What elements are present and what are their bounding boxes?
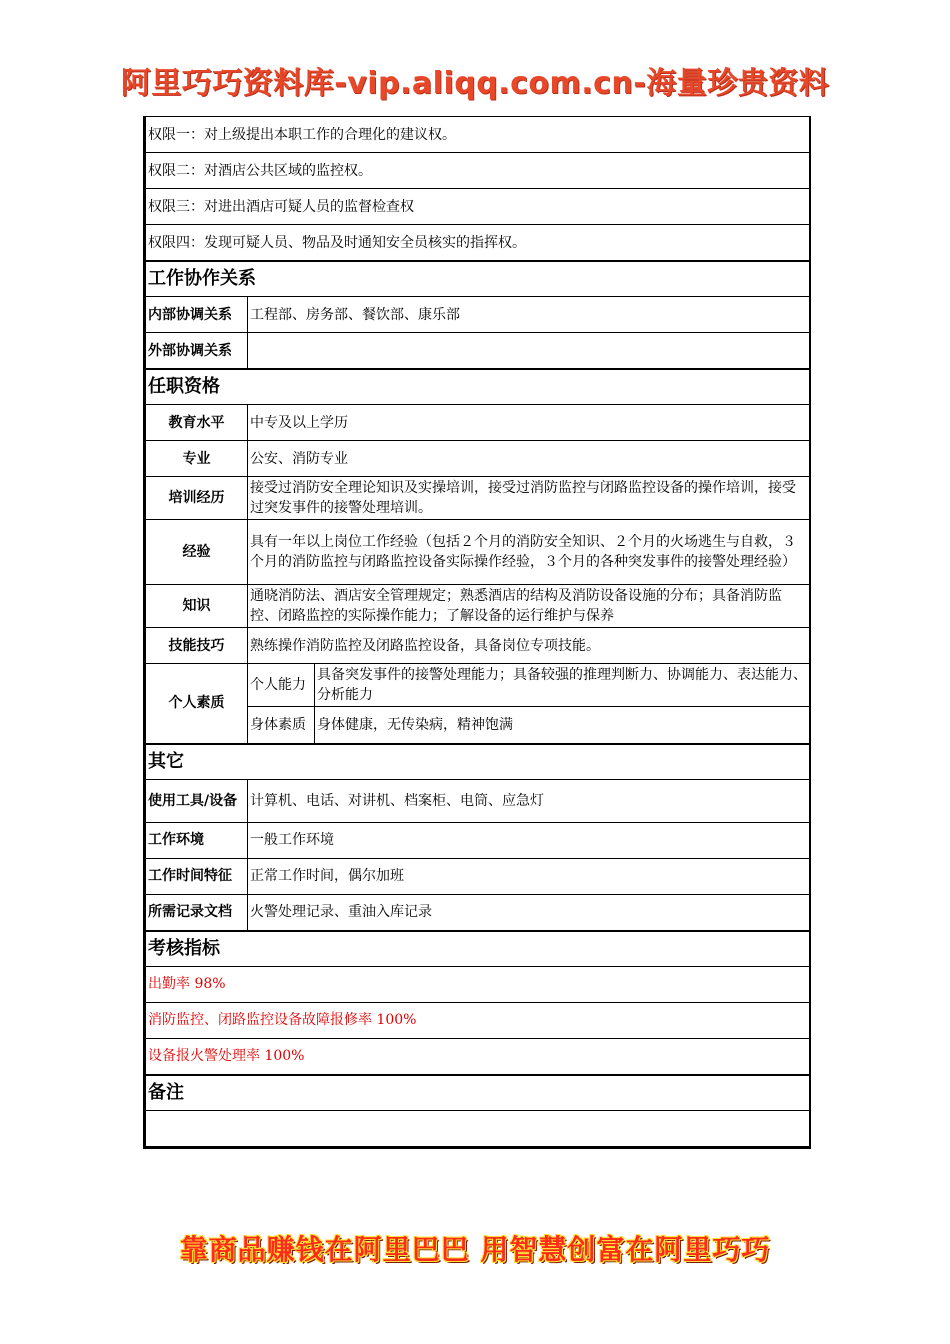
work-time-label: 工作时间特征 — [146, 858, 248, 894]
training-label: 培训经历 — [146, 477, 248, 520]
ability-label: 个人能力 — [248, 664, 315, 707]
authority-1: 权限一：对上级提出本职工作的合理化的建议权。 — [146, 117, 810, 153]
kpi-item-3: 设备报火警处理率 100% — [146, 1038, 810, 1075]
kpi-item-2: 消防监控、闭路监控设备故障报修率 100% — [146, 1002, 810, 1038]
major-label: 专业 — [146, 441, 248, 477]
internal-coordination-value: 工程部、房务部、餐饮部、康乐部 — [248, 297, 810, 333]
internal-coordination-label: 内部协调关系 — [146, 297, 248, 333]
records-value: 火警处理记录、重油入库记录 — [248, 894, 810, 931]
job-description-table — [143, 116, 811, 1149]
authority-4: 权限四：发现可疑人员、物品及时通知安全员核实的指挥权。 — [146, 225, 810, 262]
tools-value: 计算机、电话、对讲机、档案柜、电筒、应急灯 — [248, 779, 810, 822]
personal-quality-label: 个人素质 — [146, 664, 248, 744]
authority-2: 权限二：对酒店公共区域的监控权。 — [146, 153, 810, 189]
tools-label: 使用工具/设备 — [146, 779, 248, 822]
skills-value: 熟练操作消防监控及闭路监控设备，具备岗位专项技能。 — [248, 628, 810, 664]
education-value: 中专及以上学历 — [248, 405, 810, 441]
physical-label: 身体素质 — [248, 707, 315, 744]
section-title-qualifications: 任职资格 — [146, 369, 810, 405]
top-banner: 阿里巧巧资料库-vip.aliqq.com.cn-海量珍贵资料 — [120, 66, 830, 101]
major-value: 公安、消防专业 — [248, 441, 810, 477]
work-time-value: 正常工作时间，偶尔加班 — [248, 858, 810, 894]
education-label: 教育水平 — [146, 405, 248, 441]
ability-value: 具备突发事件的接警处理能力；具备较强的推理判断力、协调能力、表达能力、分析能力 — [315, 664, 810, 707]
skills-label: 技能技巧 — [146, 628, 248, 664]
training-value: 接受过消防安全理论知识及实操培训，接受过消防监控与闭路监控设备的操作培训，接受过突发事件的接警处理培训。 — [248, 477, 810, 520]
section-title-kpi: 考核指标 — [146, 931, 810, 967]
work-environment-value: 一般工作环境 — [248, 822, 810, 858]
experience-label: 经验 — [146, 520, 248, 585]
external-coordination-label: 外部协调关系 — [146, 333, 248, 370]
records-label: 所需记录文档 — [146, 894, 248, 931]
kpi-item-1: 出勤率 98% — [146, 966, 810, 1002]
section-title-remarks: 备注 — [146, 1075, 810, 1111]
section-title-other: 其它 — [146, 744, 810, 780]
knowledge-value: 通晓消防法、酒店安全管理规定；熟悉酒店的结构及消防设备设施的分布；具备消防监控、闭路监控的实际操作能力；了解设备的运行维护与保养 — [248, 585, 810, 628]
section-title-cooperation: 工作协作关系 — [146, 261, 810, 297]
physical-value: 身体健康，无传染病，精神饱满 — [315, 707, 810, 744]
knowledge-label: 知识 — [146, 585, 248, 628]
experience-value: 具有一年以上岗位工作经验（包括２个月的消防安全知识、２个月的火场逃生与自救，３个月的消防监控与闭路监控设备实际操作经验，３个月的各种突发事件的接警处理经验） — [248, 520, 810, 585]
external-coordination-value — [248, 333, 810, 370]
work-environment-label: 工作环境 — [146, 822, 248, 858]
authority-3: 权限三：对进出酒店可疑人员的监督检查权 — [146, 189, 810, 225]
bottom-banner: 靠商品赚钱在阿里巴巴 用智慧创富在阿里巧巧 — [179, 1233, 771, 1266]
remarks-value — [146, 1110, 810, 1146]
